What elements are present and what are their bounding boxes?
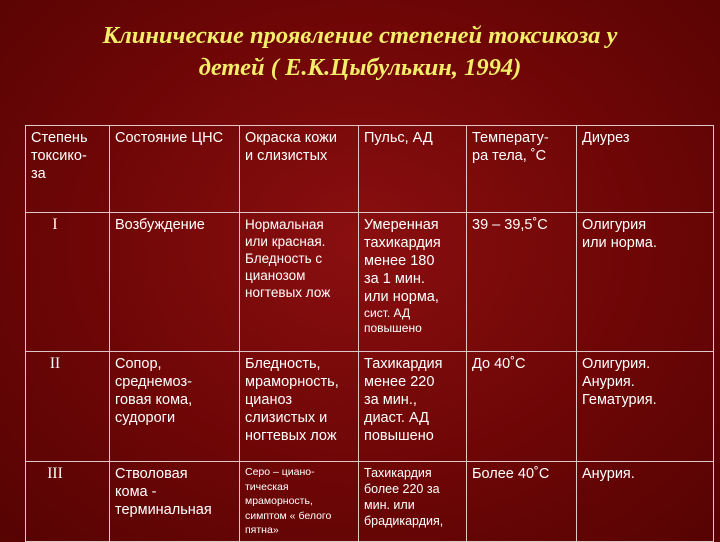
pulse-cell: Тахикардия более 220 за мин. или брадикардия, — [359, 462, 467, 542]
header-diuresis: Диурез — [577, 126, 714, 213]
slide-title-line-1: Клинические проявление степеней токсикоза у — [102, 22, 618, 49]
diuresis-cell: Анурия. — [577, 462, 714, 542]
pulse-cell — [359, 213, 467, 352]
temperature-cell: До 40˚С — [467, 352, 577, 462]
toxicosis-table — [25, 125, 714, 542]
table-row — [26, 462, 714, 542]
header-pulse: Пульс, АД — [359, 126, 467, 213]
header-degree: Степень токсико- за — [26, 126, 110, 213]
table-row — [26, 213, 714, 352]
header-skin: Окраска кожи и слизистых — [240, 126, 359, 213]
cns-cell: Сопор, среднемоз- говая кома, судороги — [110, 352, 240, 462]
header-temperature: Температу- ра тела, ˚С — [467, 126, 577, 213]
cns-cell: Возбуждение — [110, 213, 240, 352]
slide-title — [40, 20, 680, 84]
skin-cell: Серо – циано- тическая мраморность, симптом « белого пятна» — [240, 462, 359, 542]
slide-title-line-2: детей ( Е.К.Цыбулькин, 1994) — [198, 54, 522, 81]
pulse-note: сист. АД повышено — [364, 306, 422, 335]
table-row — [26, 352, 714, 462]
temperature-cell: Более 40˚С — [467, 462, 577, 542]
skin-cell: Бледность, мраморность, цианоз слизистых и ногтевых лож — [240, 352, 359, 462]
degree-cell: I — [26, 213, 110, 352]
cns-cell: Стволовая кома - терминальная — [110, 462, 240, 542]
diuresis-cell: Олигурия или норма. — [577, 213, 714, 352]
pulse-text: Умеренная тахикардия менее 180 за 1 мин. или норма, — [364, 217, 441, 305]
header-cns: Состояние ЦНС — [110, 126, 240, 213]
temperature-cell: 39 – 39,5˚С — [467, 213, 577, 352]
degree-cell: III — [26, 462, 110, 542]
degree-cell: II — [26, 352, 110, 462]
table-header-row — [26, 126, 714, 213]
skin-cell: Нормальная или красная. Бледность с цианозом ногтевых лож — [240, 213, 359, 352]
pulse-cell: Тахикардия менее 220 за мин., диаст. АД повышено — [359, 352, 467, 462]
diuresis-cell: Олигурия. Анурия. Гематурия. — [577, 352, 714, 462]
